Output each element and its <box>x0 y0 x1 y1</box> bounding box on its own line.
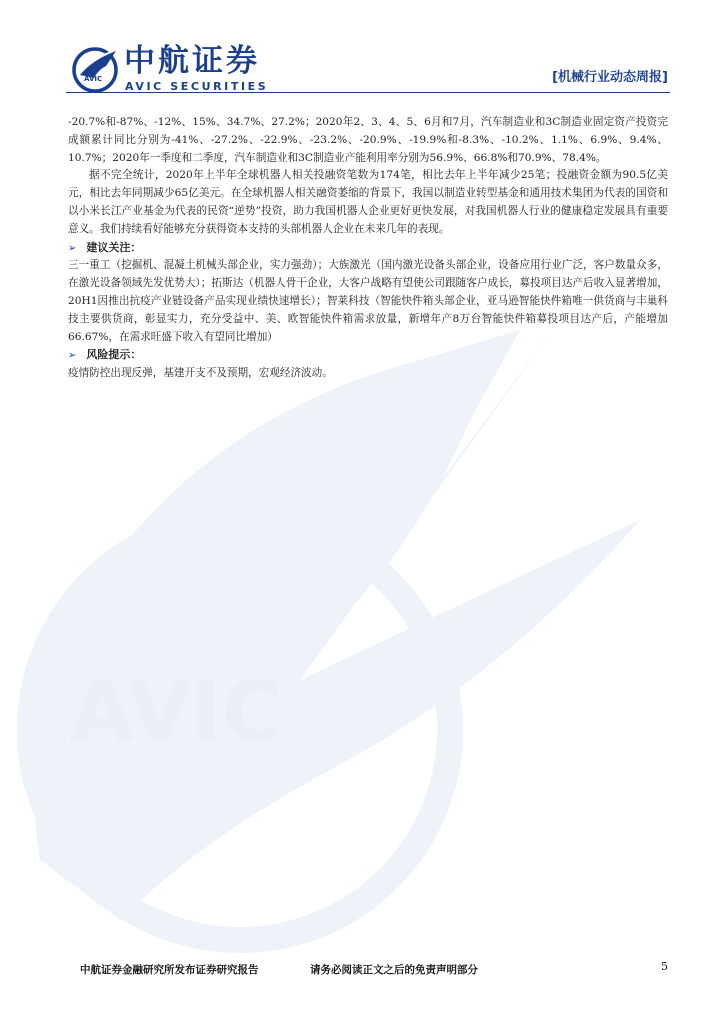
section-title: 风险提示： <box>86 348 142 362</box>
page-header <box>0 0 724 110</box>
paragraph-recommended-stocks: 三一重工（挖掘机、混凝土机械头部企业，实力强劲）；大族激光（国内激光设备头部企业，设备应用行业广泛，客户数量众多，在激光设备领域先发优势大）；拓斯达（机器人骨干企业，大客户战略有望使公司跟随客户成长，募投项目达产后收入显著增加，20H1因推出抗疫产业链设备产品实现业绩快速增长）；智莱科技（智能快件箱头部企业，亚马逊智能快件箱唯一供货商与丰巢科技主要供货商，彰显实力，充分受益中、美、欧智能快件箱需求放量，新增年产8万台智能快件箱募投项目达产后，产能增加66.67%，在需求旺盛下收入有望同比增加） <box>68 259 668 343</box>
report-type-label: [机械行业动态周报] <box>552 70 668 85</box>
watermark-text: AVIC <box>70 665 283 760</box>
paragraph-investment-data: -20.7%和-87%、-12%、15%、34.7%、27.2%；2020年2、3、4、5、6月和7月，汽车制造业和3C制造业固定资产投资完成额累计同比分别为-41%、-27.2%、-22.9%、-23.2%、-20.9%、-19.9%和-8.3%、-10.2%、1.1%、6.9%、9.4%、10.7%；2020年一季度和二季度，汽车制造业和3C制造业产能利用率分别为56.9%、66.8%和70.9%、78.4%。 <box>68 116 668 164</box>
brand-name-en: AVIC SECURITIES <box>125 80 269 93</box>
section-title: 建议关注： <box>86 240 142 254</box>
header-divider <box>66 92 670 93</box>
brand-name-cn: 中航证券 <box>124 43 260 79</box>
report-body <box>68 114 668 383</box>
triangle-marker-icon: ➢ <box>68 350 77 362</box>
footer-publisher: 中航证券金融研究所发布证券研究报告 <box>80 964 259 976</box>
avic-plane-logo-icon <box>70 44 120 94</box>
section-heading-recommendations <box>68 239 668 258</box>
page-number: 5 <box>661 960 668 973</box>
avic-watermark <box>0 300 724 1020</box>
triangle-marker-icon: ➢ <box>68 242 77 254</box>
watermark-plane-shape <box>34 320 640 920</box>
paragraph-risk-warning: 疫情防控出现反弹，基建开支不及预期，宏观经济波动。 <box>68 367 333 380</box>
section-heading-risks <box>68 346 668 365</box>
footer-disclaimer: 请务必阅读正文之后的免责声明部分 <box>310 964 478 976</box>
svg-text:AVIC: AVIC <box>84 75 103 83</box>
paragraph-robot-financing: 据不完全统计，2020年上半年全球机器人相关投融资笔数为174笔，相比去年上半年减少25笔；投融资金额为90.5亿美元，相比去年同期减少65亿美元。在全球机器人相关融资萎缩的背景下，我国以制造业转型基金和通用技术集团为代表的国资和以小米长江产业基金为代表的民资“逆势”投资，助力我国机器人企业更好更快发展，对我国机器人行业的健康稳定发展具有重要意义。我们持续看好能够充分获得资本支持的头部机器人企业在未来几年的表现。 <box>68 169 668 235</box>
